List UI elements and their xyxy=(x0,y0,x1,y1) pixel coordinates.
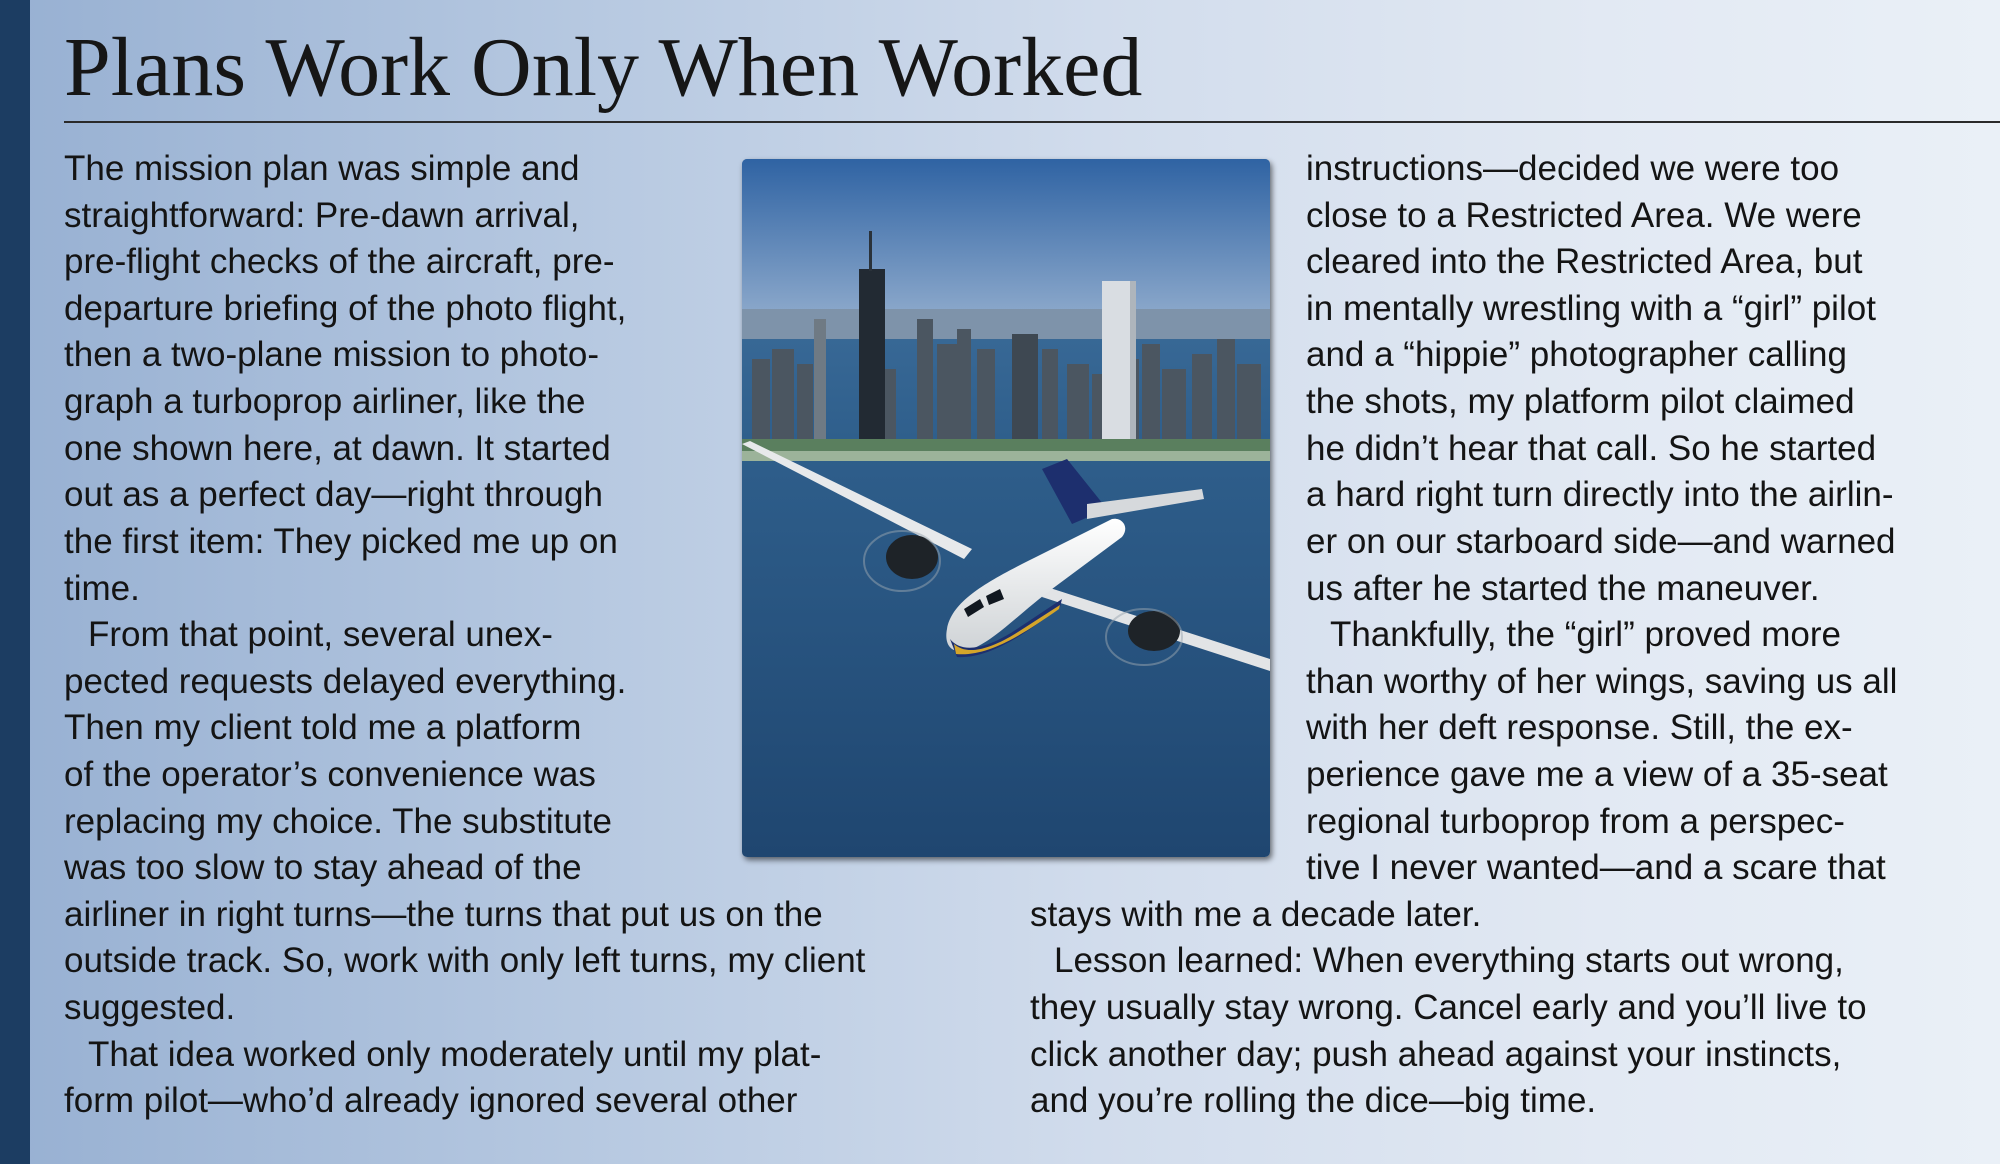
body-line: stays with me a decade later. xyxy=(1030,895,1482,934)
body-line: Lesson learned: When everything starts out wrong, xyxy=(1054,941,1844,980)
body-line: the first item: They picked me up on xyxy=(64,522,618,561)
body-line: form pilot—who’d already ignored several other xyxy=(64,1081,798,1120)
body-line: one shown here, at dawn. It started xyxy=(64,429,611,468)
body-line: That idea worked only moderately until my plat- xyxy=(88,1035,822,1074)
body-line: cleared into the Restricted Area, but xyxy=(1306,242,1863,281)
body-line: they usually stay wrong. Cancel early and you’ll live to xyxy=(1030,988,1867,1027)
body-line: instructions—decided we were too xyxy=(1306,149,1840,188)
body-line: with her deft response. Still, the ex- xyxy=(1306,708,1853,747)
body-line: departure briefing of the photo flight, xyxy=(64,289,627,328)
body-line: and you’re rolling the dice—big time. xyxy=(1030,1081,1597,1120)
body-line: close to a Restricted Area. We were xyxy=(1306,196,1862,235)
body-line: replacing my choice. The substitute xyxy=(64,802,612,841)
body-line: suggested. xyxy=(64,988,236,1027)
body-line: The mission plan was simple and xyxy=(64,149,580,188)
body-line: out as a perfect day—right through xyxy=(64,475,603,514)
body-line: Then my client told me a platform xyxy=(64,708,582,747)
body-line: tive I never wanted—and a scare that xyxy=(1306,848,1886,887)
body-line: outside track. So, work with only left turns, my client xyxy=(64,941,866,980)
body-line: Thankfully, the “girl” proved more xyxy=(1330,615,1841,654)
article-title: Plans Work Only When Worked xyxy=(64,21,1143,114)
body-line: he didn’t hear that call. So he started xyxy=(1306,429,1877,468)
body-line: and a “hippie” photographer calling xyxy=(1306,335,1847,374)
body-line: the shots, my platform pilot claimed xyxy=(1306,382,1855,421)
body-line: pre-flight checks of the aircraft, pre- xyxy=(64,242,615,281)
body-line: From that point, several unex- xyxy=(88,615,553,654)
body-line: then a two-plane mission to photo- xyxy=(64,335,600,374)
body-line: airliner in right turns—the turns that put us on the xyxy=(64,895,823,934)
body-line: in mentally wrestling with a “girl” pilot xyxy=(1306,289,1876,328)
airliner-photo-image xyxy=(742,159,1270,857)
body-line: straightforward: Pre-dawn arrival, xyxy=(64,196,580,235)
body-line: regional turboprop from a perspec- xyxy=(1306,802,1845,841)
left-accent-bar xyxy=(0,0,30,1164)
body-line: graph a turboprop airliner, like the xyxy=(64,382,586,421)
body-line: click another day; push ahead against your instincts, xyxy=(1030,1035,1842,1074)
body-line: us after he started the maneuver. xyxy=(1306,569,1820,608)
body-line: than worthy of her wings, saving us all xyxy=(1306,662,1898,701)
title-divider xyxy=(64,121,2000,123)
body-line: er on our starboard side—and warned xyxy=(1306,522,1896,561)
body-line: pected requests delayed everything. xyxy=(64,662,627,701)
body-line: of the operator’s convenience was xyxy=(64,755,596,794)
body-line: perience gave me a view of a 35-seat xyxy=(1306,755,1888,794)
body-line: time. xyxy=(64,569,140,608)
body-line: was too slow to stay ahead of the xyxy=(64,848,582,887)
airliner-photo xyxy=(742,159,1270,857)
body-line: a hard right turn directly into the airlin- xyxy=(1306,475,1894,514)
